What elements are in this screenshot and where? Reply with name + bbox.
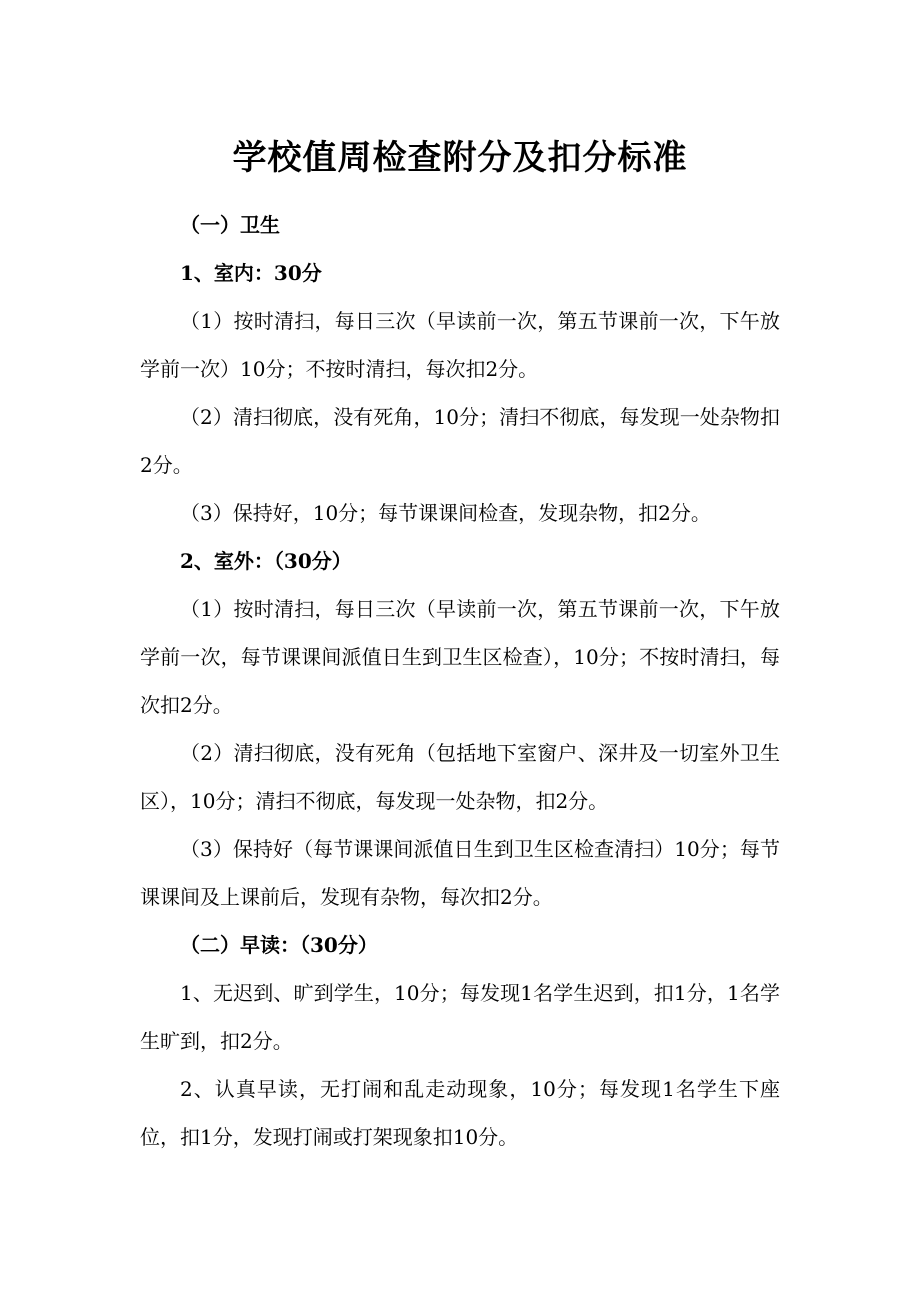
document-title: 学校值周检查附分及扣分标准 <box>232 138 688 178</box>
indoor-rule-3: （3）保持好，10分；每节课课间检查，发现杂物，扣2分。 <box>180 501 711 525</box>
morning-reading-rule-1: 1、无迟到、旷到学生，10分；每发现1名学生迟到，扣1分，1名学生旷到，扣2分。 <box>140 981 780 1053</box>
subsection-heading-outdoor: 2、室外：（30分） <box>180 549 352 573</box>
subsection-heading-indoor: 1、室内：30分 <box>180 261 322 285</box>
outdoor-rule-2: （2）清扫彻底，没有死角（包括地下室窗户、深井及一切室外卫生区），10分；清扫不彻底，每发现一处杂物，扣2分。 <box>140 741 780 813</box>
section-heading-hygiene: （一）卫生 <box>180 213 280 237</box>
morning-reading-rule-2: 2、认真早读，无打闹和乱走动现象，10分；每发现1名学生下座位，扣1分，发现打闹或打架现象扣10分。 <box>140 1077 780 1149</box>
indoor-rule-1: （1）按时清扫，每日三次（早读前一次，第五节课前一次，下午放学前一次）10分；不按时清扫，每次扣2分。 <box>140 309 780 381</box>
outdoor-rule-3: （3）保持好（每节课课间派值日生到卫生区检查清扫）10分；每节课课间及上课前后，发现有杂物，每次扣2分。 <box>140 837 780 909</box>
section-heading-morning-reading: （二）早读：（30分） <box>180 933 378 957</box>
indoor-rule-2: （2）清扫彻底，没有死角，10分；清扫不彻底，每发现一处杂物扣2分。 <box>140 405 780 477</box>
outdoor-rule-1: （1）按时清扫，每日三次（早读前一次，第五节课前一次，下午放学前一次，每节课课间派值日生到卫生区检查），10分；不按时清扫，每次扣2分。 <box>140 597 780 717</box>
document-body <box>140 201 780 1161</box>
